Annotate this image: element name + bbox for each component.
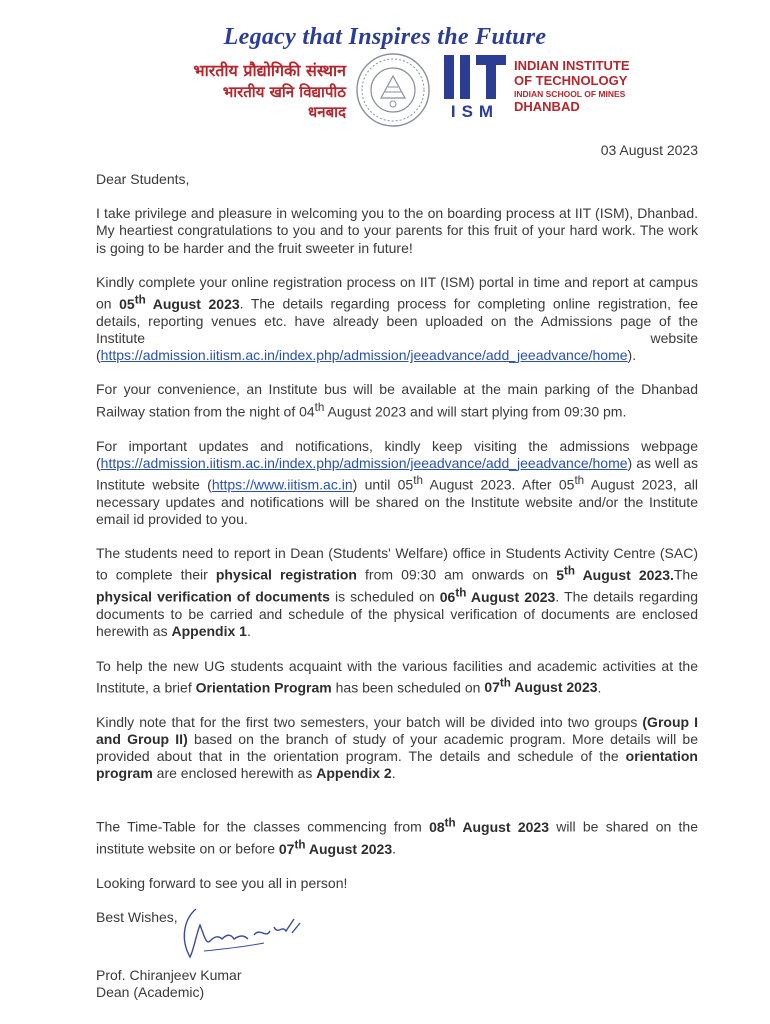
logo-ism-text: ISM — [450, 102, 500, 119]
paragraph-orientation: To help the new UG students acquaint with the various facilities and academic activities at the Institute, a brief Orientation Program has been scheduled on 07th August 2023. — [96, 657, 698, 696]
best-wishes: Best Wishes, — [96, 909, 178, 926]
english-line-2: OF TECHNOLOGY — [514, 73, 628, 89]
letter-date: 03 August 2023 — [600, 142, 698, 158]
english-line-3: INDIAN SCHOOL OF MINES — [514, 88, 626, 99]
salutation: Dear Students, — [96, 171, 190, 187]
signatory-name: Prof. Chiranjeev Kumar — [96, 966, 242, 983]
institute-emblem-icon — [355, 52, 431, 128]
paragraph-timetable: The Time-Table for the classes commencing from 08th August 2023 will be shared on the institute website on or before 07th August 2023. — [96, 816, 699, 857]
institute-website-link[interactable]: https://www.iitism.ac.in — [211, 476, 353, 493]
handwritten-signature-icon — [174, 905, 308, 967]
paragraph-registration: Kindly complete your online registration process on IIT (ISM) portal in time and report at campus on 05th August 2023. The details regarding process for completing online registration, fee details, reporting venues etc. have already been uploaded on the Admissions page of the Institute website (https://admission.iitism.ac.in/index.php/admission/jeeadvance/add_jeeadvance/home). — [96, 273, 698, 364]
signatory-title: Dean (Academic) — [96, 983, 205, 1000]
paragraph-physical-registration: The students need to report in Dean (Students' Welfare) office in Students Activity Centre (SAC) to complete their physical registration from 09:30 am onwards on 5th August 2023.The physical verification of documents is scheduled on 06th August 2023. The details regarding documents to be carried and schedule of the physical verification of documents are enclosed herewith as Appendix 1. — [96, 545, 698, 640]
paragraph-welcome: I take privilege and pleasure in welcoming you to the on boarding process at IIT (ISM), Dhanbad. My heartiest congratulations to you and to your parents for this fruit of your hard work. The work is going to be harder and the fruit sweeter in future! — [96, 205, 698, 256]
admissions-webpage-link[interactable]: https://admission.iitism.ac.in/index.php/admission/jeeadvance/add_jeeadvance/home — [100, 454, 628, 471]
hindi-line-3: धनबाद — [308, 102, 346, 121]
letterhead-tagline: Legacy that Inspires the Future — [223, 24, 547, 50]
closing-line: Looking forward to see you all in person! — [96, 875, 348, 892]
letter-body — [96, 171, 698, 1001]
iit-ism-logo-icon — [442, 53, 508, 119]
paragraph-bus: For your convenience, an Institute bus will be available at the main parking of the Dhanbad Railway station from the night of 04th August 2023 and will start plying from 09:30 pm. — [96, 381, 698, 420]
signature-block — [96, 909, 698, 1001]
english-line-1: INDIAN INSTITUTE — [514, 58, 630, 73]
hindi-institute-name — [140, 60, 346, 122]
hindi-line-1: भारतीय प्रौद्योगिकी संस्थान — [193, 61, 346, 80]
paragraph-groups: Kindly note that for the first two semesters, your batch will be divided into two groups (Group I and Group II) based on the branch of study of your academic program. More details will be provided about that in the orientation program. The details and schedule of the orientation program are enclosed herewith as Appendix 2. — [96, 713, 698, 782]
english-institute-name — [514, 58, 630, 114]
paragraph-updates: For important updates and notifications, kindly keep visiting the admissions webpage (https://admission.iitism.ac.in/index.php/admission/jeeadvance/add_jeeadvance/home) as well as Institute website (https://www.iitism.ac.in) until 05th August 2023. After 05th August 2023, all necessary updates and notifications will be shared on the Institute website and/or the Institute email id provided to you. — [96, 437, 698, 528]
english-line-4: DHANBAD — [514, 98, 580, 114]
admissions-page-link[interactable]: https://admission.iitism.ac.in/index.php/admission/jeeadvance/add_jeeadvance/home — [100, 347, 628, 364]
hindi-line-2: भारतीय खनि विद्यापीठ — [222, 82, 346, 101]
